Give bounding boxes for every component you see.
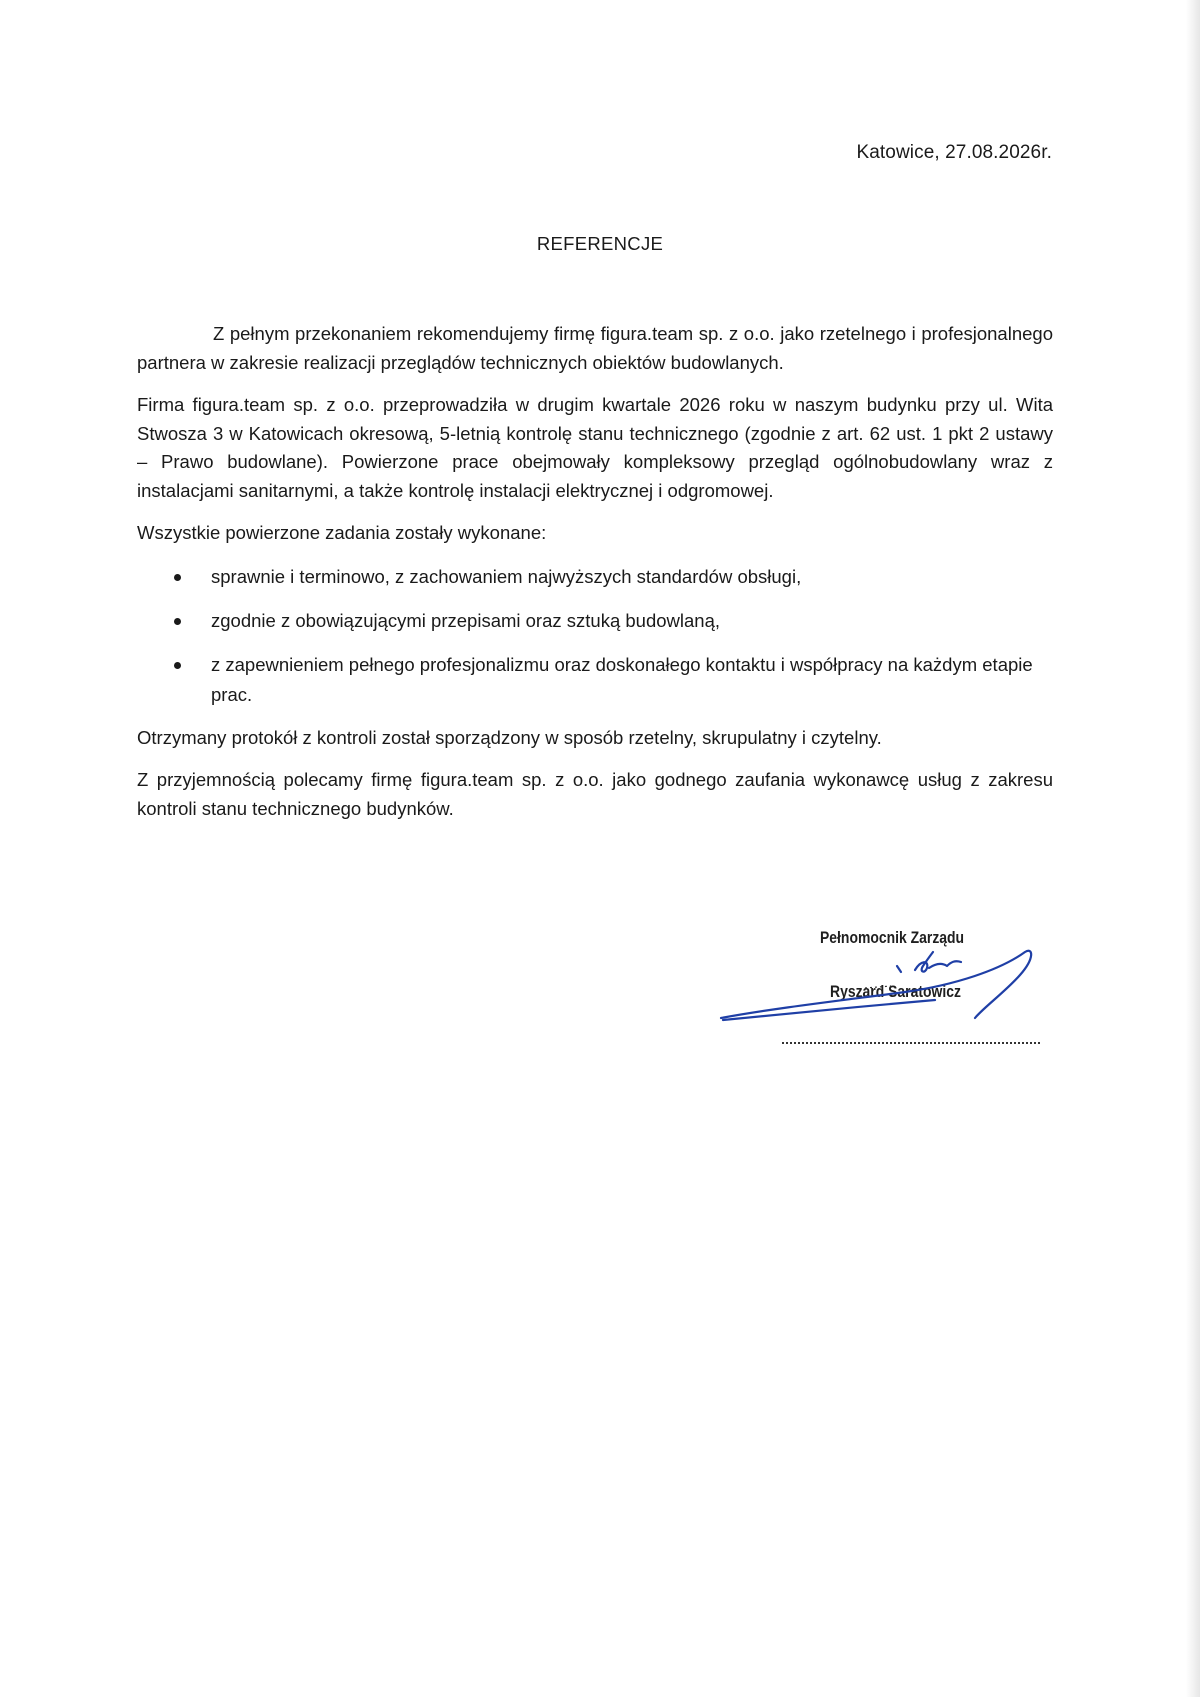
letter-body	[137, 320, 1053, 837]
bullet-icon	[174, 662, 181, 669]
signature-line	[782, 1042, 1040, 1044]
bullet-icon	[174, 618, 181, 625]
list-item-text: z zapewnieniem pełnego profesjonalizmu oraz doskonałego kontaktu i współpracy na każdym etapie prac.	[211, 653, 1033, 705]
bullet-icon	[174, 574, 181, 581]
stamp-role: Pełnomocnik Zarządu	[820, 928, 965, 947]
handwritten-signature	[715, 940, 1045, 1030]
paragraph-scope: Firma figura.team sp. z o.o. przeprowadziła w drugim kwartale 2026 roku w naszym budynku przy ul. Wita Stwosza 3 w Katowicach okresową, 5-letnią kontrolę stanu technicznego (zgodnie z art. 62 ust. 1 pkt 2 ustawy – Prawo budowlane). Powierzone prace obejmowały kompleksowy przegląd ogólnobudowlany wraz z instalacjami sanitarnymi, a także kontrolę instalacji elektrycznej i odgromowej.	[137, 394, 1053, 501]
list-item-text: sprawnie i terminowo, z zachowaniem najwyższych standardów obsługi,	[211, 565, 802, 587]
list-item	[137, 650, 1053, 710]
list-item-text: zgodnie z obowiązującymi przepisami oraz sztuką budowlaną,	[211, 609, 721, 631]
paragraph-recommendation: Z pełnym przekonaniem rekomendujemy firmę figura.team sp. z o.o. jako rzetelnego i profesjonalnego partnera w zakresie realizacji przeglądów technicznych obiektów budowlanych.	[137, 323, 1053, 373]
paragraph-protocol: Otrzymany protokół z kontroli został sporządzony w sposób rzetelny, skrupulatny i czytelny.	[137, 726, 882, 748]
list-item	[137, 562, 1053, 592]
paragraph-closing: Z przyjemnością polecamy firmę figura.team sp. z o.o. jako godnego zaufania wykonawcę usług z zakresu kontroli stanu technicznego budynków.	[137, 769, 1053, 819]
tasks-list	[137, 562, 1053, 710]
place-and-date: Katowice, 27.08.2026r.	[856, 142, 1052, 163]
stamp-name: Ryszard Saratowicz	[830, 982, 961, 1001]
list-item	[137, 606, 1053, 636]
document-title: REFERENCJE	[536, 233, 664, 254]
paragraph-tasks-intro: Wszystkie powierzone zadania zostały wykonane:	[137, 522, 547, 543]
